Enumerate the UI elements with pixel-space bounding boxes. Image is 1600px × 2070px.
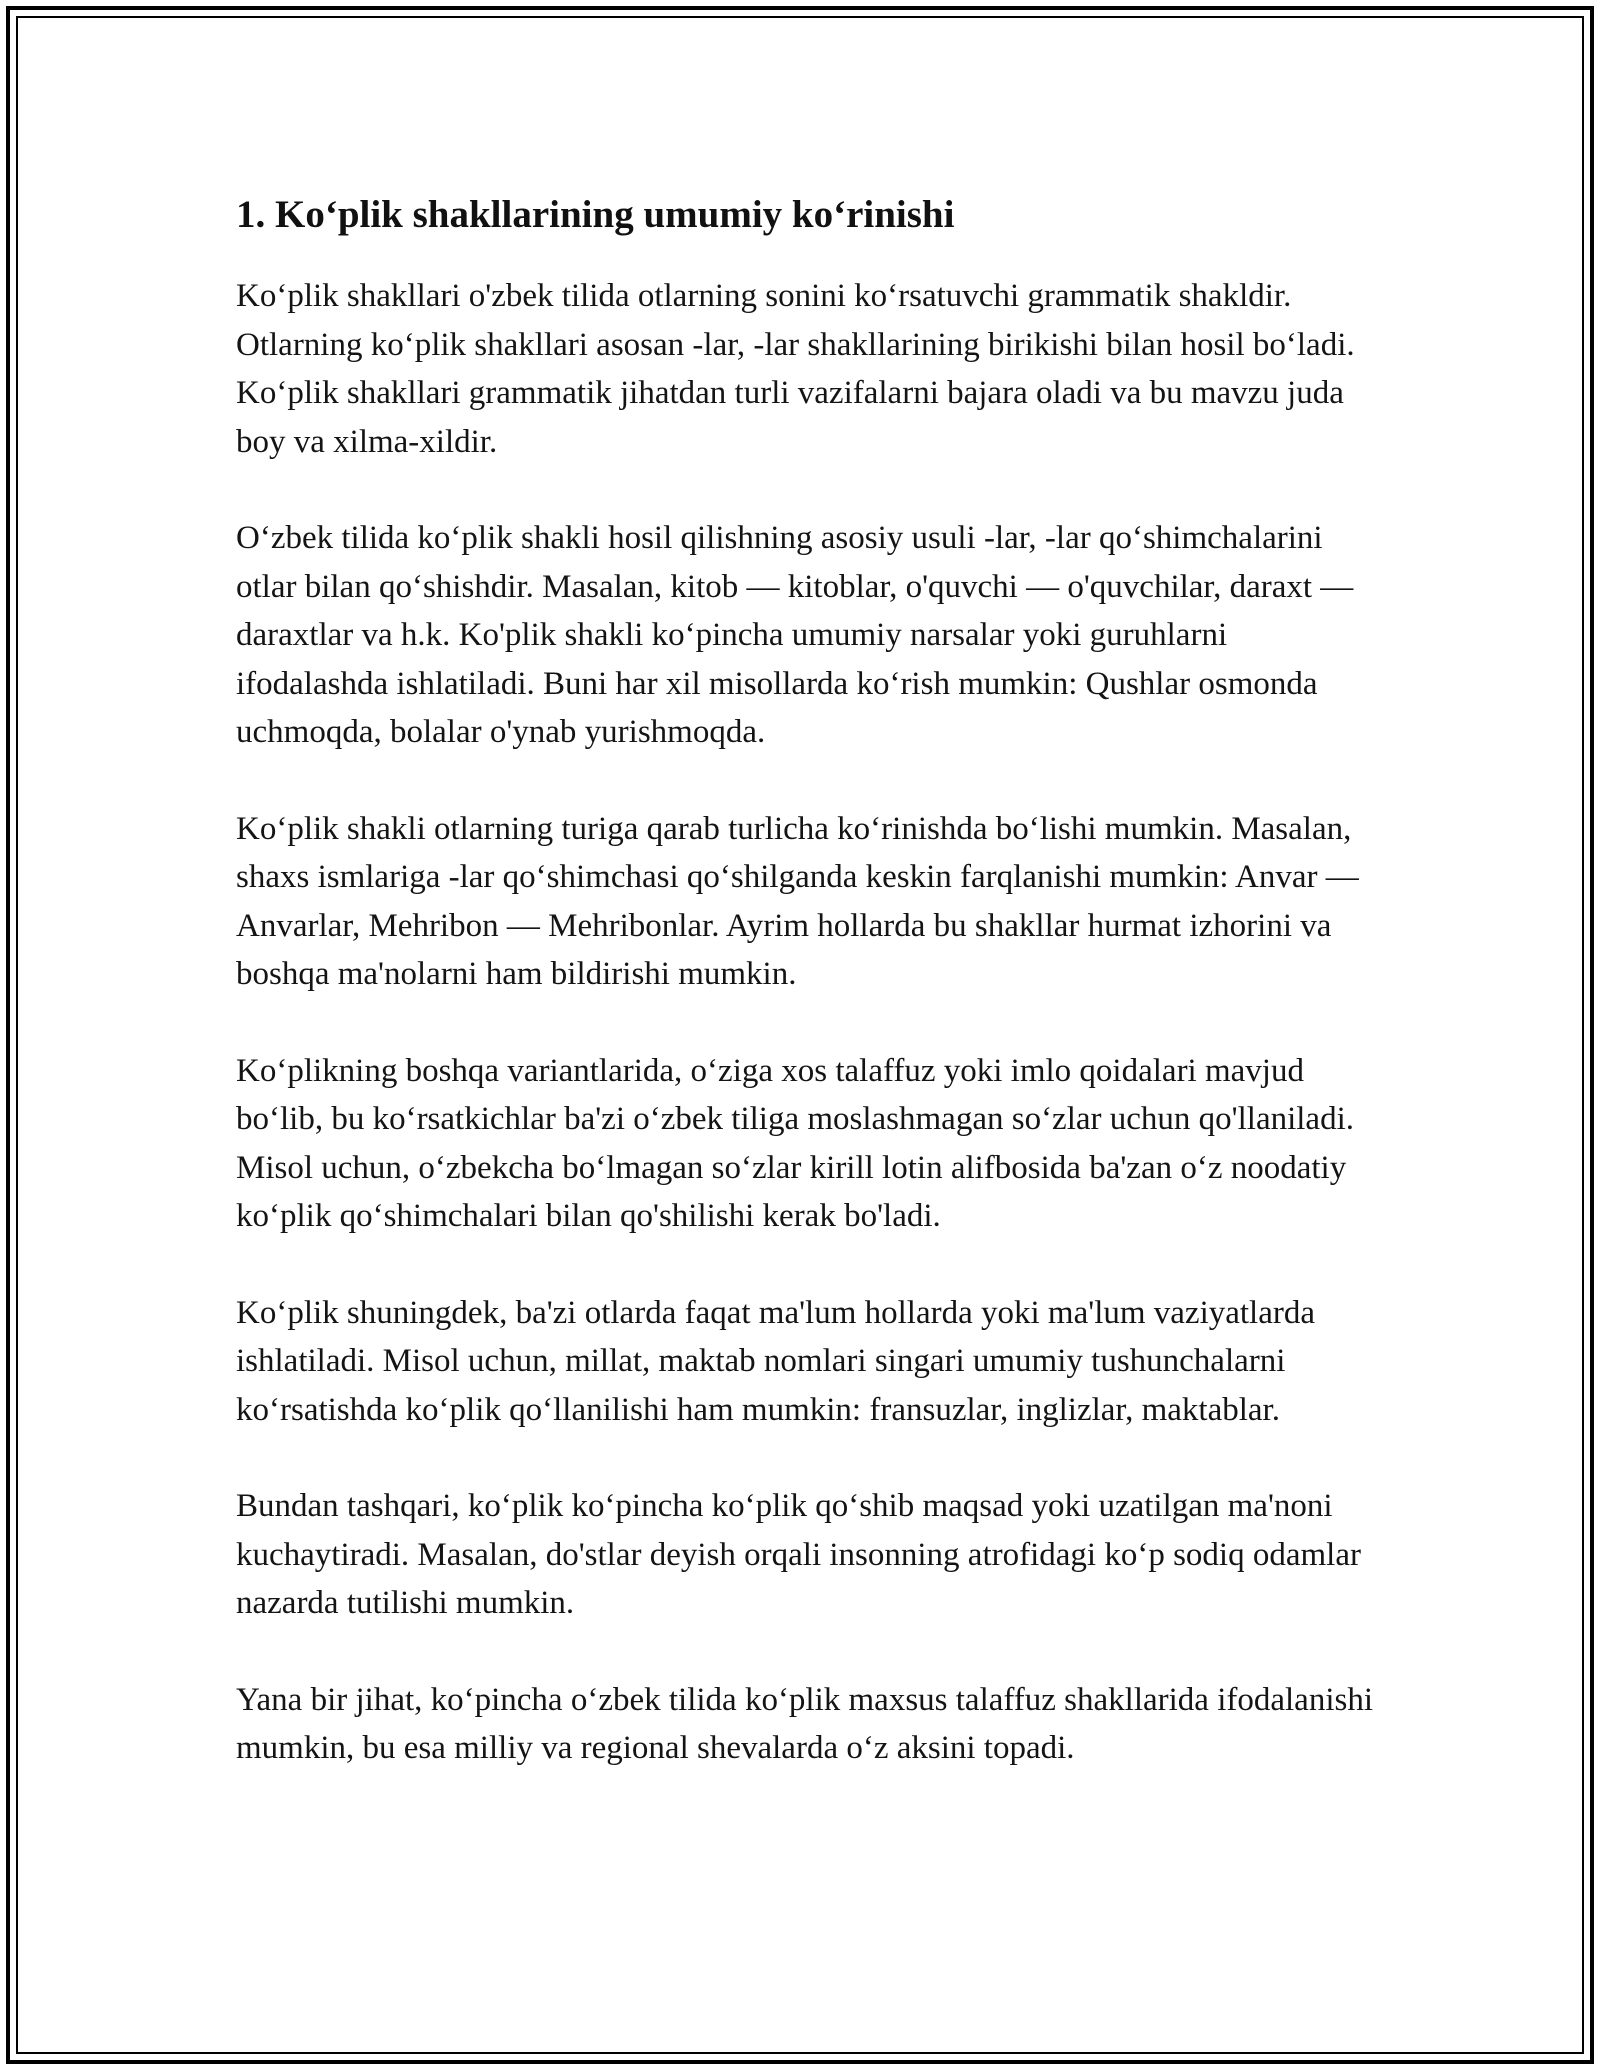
paragraph-3: Ko‘plik shakli otlarning turiga qarab turlicha ko‘rinishda bo‘lishi mumkin. Masalan, shaxs ismlariga -lar qo‘shimchasi qo‘shilganda keskin farqlanishi mumkin: Anvar — Anvarlar, Mehribon — Mehribonlar. Ayrim hollarda bu shakllar hurmat izhorini va boshqa ma'nolarni ham bildirishi mumkin. xyxy=(236,810,1359,992)
paragraph-1: Ko‘plik shakllari o'zbek tilida otlarning sonini ko‘rsatuvchi grammatik shakldir. Otlarning ko‘plik shakllari asosan -lar, -lar shakllarining birikishi bilan hosil bo‘ladi. Ko‘plik shakllari grammatik jihatdan turli vazifalarni bajara oladi va bu mavzu juda boy va xilma-xildir. xyxy=(236,278,1355,460)
paragraph-5: Ko‘plik shuningdek, ba'zi otlarda faqat ma'lum hollarda yoki ma'lum vaziyatlarda ishlatiladi. Misol uchun, millat, maktab nomlari singari umumiy tushunchalarni ko‘rsatishda ko‘plik qo‘llanilishi ham mumkin: fransuzlar, inglizlar, maktablar. xyxy=(236,1294,1316,1428)
paragraph-4: Ko‘plikning boshqa variantlarida, o‘ziga xos talaffuz yoki imlo qoidalari mavjud bo‘lib, bu ko‘rsatkichlar ba'zi o‘zbek tiliga moslashmagan so‘zlar uchun qo'llaniladi. Misol uchun, o‘zbekcha bo‘lmagan so‘zlar kirill lotin alifbosida ba'zan o‘z noodatiy ko‘plik qo‘shimchalari bilan qo'shilishi kerak bo'ladi. xyxy=(236,1052,1354,1234)
paragraph-7: Yana bir jihat, ko‘pincha o‘zbek tilida ko‘plik maxsus talaffuz shakllarida ifodalanishi mumkin, bu esa milliy va regional shevalarda o‘z aksini topadi. xyxy=(236,1681,1374,1766)
document-body xyxy=(236,186,1376,1821)
section-heading: 1. Ko‘plik shakllarining umumiy ko‘rinishi xyxy=(236,193,955,236)
paragraph-2: O‘zbek tilida ko‘plik shakli hosil qilishning asosiy usuli -lar, -lar qo‘shimchalarini otlar bilan qo‘shishdir. Masalan, kitob — kitoblar, o'quvchi — o'quvchilar, daraxt — daraxtlar va h.k. Ko'plik shakli ko‘pincha umumiy narsalar yoki guruhlarni ifodalashda ishlatiladi. Buni har xil misollarda ko‘rish mumkin: Qushlar osmonda uchmoqda, bolalar o'ynab yurishmoqda. xyxy=(236,520,1354,750)
paragraph-6: Bundan tashqari, ko‘plik ko‘pincha ko‘plik qo‘shib maqsad yoki uzatilgan ma'noni kuchaytiradi. Masalan, do'stlar deyish orqali insonning atrofidagi ko‘p sodiq odamlar nazarda tutilishi mumkin. xyxy=(236,1488,1361,1621)
